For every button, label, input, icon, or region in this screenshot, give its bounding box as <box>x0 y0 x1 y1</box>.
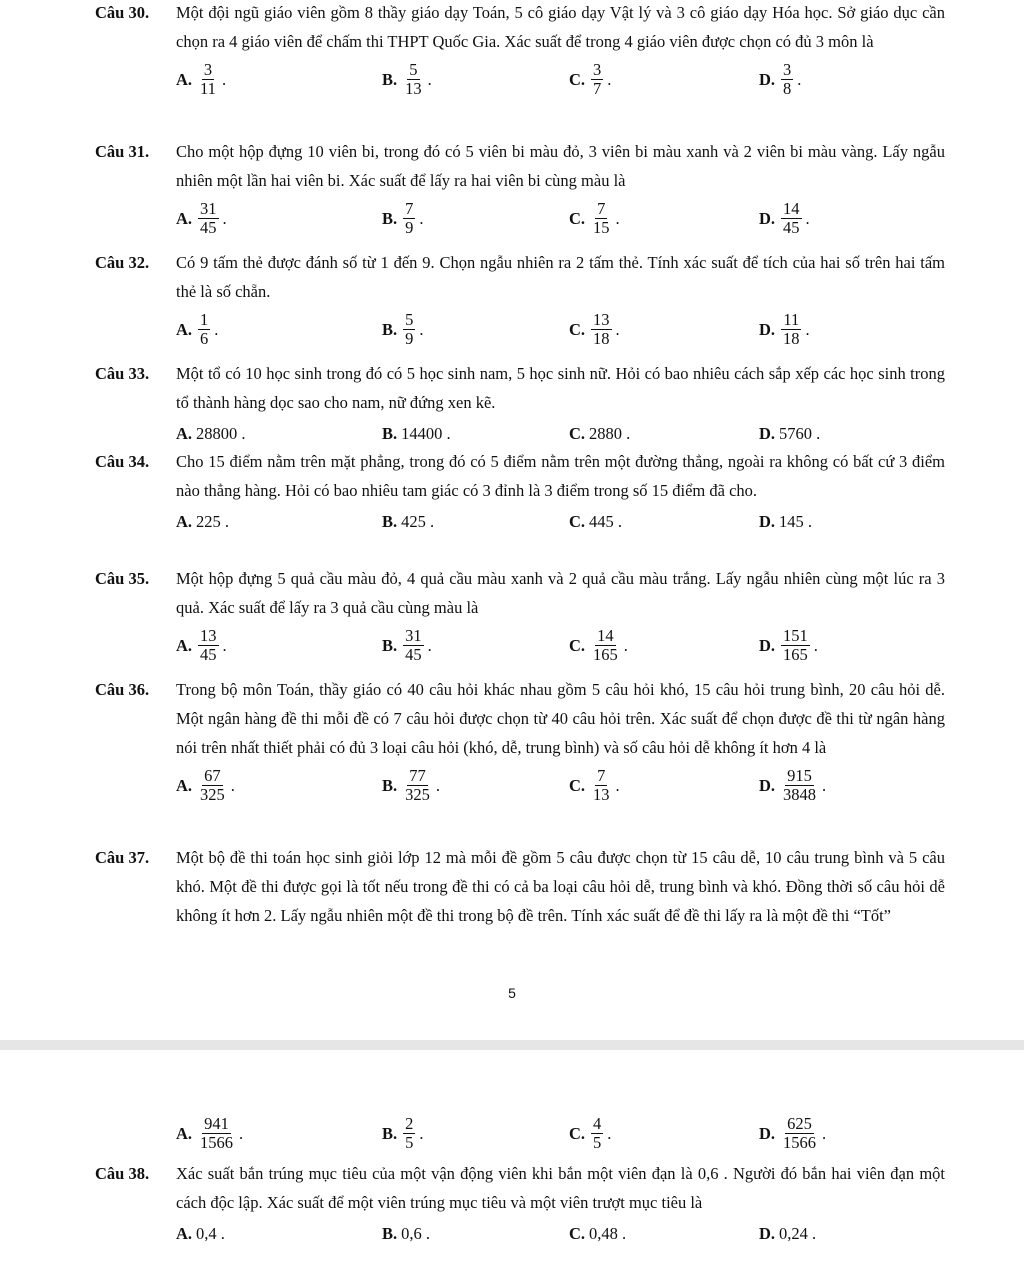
fraction-denominator: 45 <box>405 644 422 664</box>
answer-options <box>176 417 945 449</box>
option-period: . <box>230 775 235 795</box>
fraction-denominator: 8 <box>783 78 792 98</box>
option-a <box>176 1217 225 1249</box>
option-label: D. <box>759 208 776 228</box>
answer-options <box>176 622 945 668</box>
fraction <box>403 627 424 664</box>
option-value: 0,24 . <box>779 1223 817 1243</box>
fraction-denominator: 9 <box>405 328 414 348</box>
option-label: C. <box>569 69 586 89</box>
fraction <box>198 627 219 664</box>
option-label: B. <box>382 208 398 228</box>
fraction-numerator: 11 <box>783 309 800 329</box>
fraction-numerator: 7 <box>597 765 606 785</box>
option-d <box>759 195 810 241</box>
option-period: . <box>615 319 620 339</box>
fraction-denominator: 325 <box>405 784 430 804</box>
fraction-numerator: 151 <box>783 625 808 645</box>
option-label: B. <box>382 1223 398 1243</box>
fraction-numerator: 31 <box>200 198 217 218</box>
option-label: B. <box>382 775 398 795</box>
page-number: 5 <box>508 985 516 1001</box>
fraction-numerator: 5 <box>409 59 418 79</box>
option-value: 14400 . <box>401 423 451 443</box>
answer-options <box>176 56 945 102</box>
option-label: A. <box>176 208 193 228</box>
fraction-denominator: 1566 <box>200 1132 234 1152</box>
option-label: D. <box>759 423 776 443</box>
fraction <box>591 200 612 237</box>
option-label: D. <box>759 775 776 795</box>
option-d <box>759 306 810 352</box>
option-a <box>176 762 235 808</box>
option-period: . <box>435 775 441 795</box>
option-label: A. <box>176 775 193 795</box>
option-c <box>569 762 620 808</box>
fraction-denominator: 13 <box>405 78 422 98</box>
document-page-2 <box>0 1050 1024 1280</box>
option-label: B. <box>382 319 398 339</box>
question-30 <box>95 0 945 102</box>
option-label: C. <box>569 511 586 531</box>
fraction-numerator: 915 <box>787 765 812 785</box>
option-b <box>382 762 440 808</box>
option-label: D. <box>759 1123 776 1143</box>
question-number: Câu 31. <box>95 142 150 161</box>
option-label: D. <box>759 319 776 339</box>
fraction-denominator: 45 <box>200 644 217 664</box>
question-37-options <box>95 1110 945 1156</box>
fraction <box>198 61 218 98</box>
fraction <box>781 61 793 98</box>
option-value: 28800 . <box>196 423 246 443</box>
option-label: A. <box>176 319 193 339</box>
question-stem: Một tổ có 10 học sinh trong đó có 5 học sinh nam, 5 học sinh nữ. Hỏi có bao nhiêu cách sắp xếp các học sinh trong tổ thành hàng dọc sao cho nam, nữ đứng xen kẽ. <box>176 364 945 412</box>
option-c <box>569 195 620 241</box>
option-label: D. <box>759 635 776 655</box>
option-a <box>176 195 227 241</box>
option-a <box>176 1110 243 1156</box>
option-c <box>569 306 620 352</box>
fraction-denominator: 18 <box>593 328 610 348</box>
option-period: . <box>607 1123 612 1143</box>
option-d <box>759 622 818 668</box>
question-36 <box>95 675 945 808</box>
option-b <box>382 622 432 668</box>
fraction <box>403 1115 415 1152</box>
fraction-denominator: 325 <box>200 784 225 804</box>
question-stem: Một hộp đựng 5 quả cầu màu đỏ, 4 quả cầu màu xanh và 2 quả cầu màu trắng. Lấy ngẫu nhiên cùng một lúc ra 3 quả. Xác suất để lấy ra 3 quả cầu cùng màu là <box>176 569 945 617</box>
answer-options <box>176 1217 945 1249</box>
option-label: C. <box>569 1223 586 1243</box>
option-period: . <box>797 69 802 89</box>
page-separator <box>0 1040 1024 1050</box>
fraction-numerator: 13 <box>200 625 217 645</box>
option-d <box>759 1217 816 1249</box>
option-a <box>176 622 227 668</box>
option-period: . <box>419 208 424 228</box>
fraction <box>591 767 612 804</box>
option-label: D. <box>759 1223 776 1243</box>
option-c <box>569 1217 626 1249</box>
option-value: 2880 . <box>589 423 631 443</box>
option-label: B. <box>382 423 398 443</box>
option-d <box>759 56 801 102</box>
fraction-denominator: 9 <box>405 217 414 237</box>
fraction-numerator: 3 <box>203 59 213 79</box>
question-number: Câu 37. <box>95 848 150 867</box>
option-label: B. <box>382 1123 398 1143</box>
fraction-numerator: 3 <box>593 59 602 79</box>
question-stem: Cho 15 điểm nằm trên mặt phẳng, trong đó có 5 điểm nằm trên một đường thẳng, ngoài ra không có bất cứ 3 điểm nào thẳng hàng. Hỏi có bao nhiêu tam giác có 3 đỉnh là 3 điểm trong số 15 điểm đã cho. <box>176 452 945 500</box>
option-label: B. <box>382 635 398 655</box>
question-number: Câu 35. <box>95 569 150 588</box>
fraction-denominator: 165 <box>783 644 808 664</box>
fraction <box>403 200 415 237</box>
fraction-numerator: 2 <box>405 1113 414 1133</box>
question-33 <box>95 359 945 449</box>
fraction <box>198 311 210 348</box>
fraction-numerator: 5 <box>405 309 414 329</box>
option-period: . <box>222 635 227 655</box>
option-value: 0,4 . <box>196 1223 225 1243</box>
fraction-denominator: 3848 <box>783 784 817 804</box>
fraction-denominator: 18 <box>783 328 800 348</box>
option-label: A. <box>176 1123 193 1143</box>
question-38 <box>95 1159 945 1249</box>
fraction <box>781 200 802 237</box>
option-label: D. <box>759 69 776 89</box>
option-value: 0,48 . <box>589 1223 627 1243</box>
option-period: . <box>805 319 810 339</box>
option-label: C. <box>569 208 586 228</box>
option-period: . <box>222 208 227 228</box>
option-b <box>382 56 432 102</box>
fraction <box>781 1115 818 1152</box>
option-value: 145 . <box>779 511 813 531</box>
option-value: 0,6 . <box>401 1223 431 1243</box>
fraction-numerator: 14 <box>597 625 614 645</box>
fraction <box>591 1115 603 1152</box>
option-period: . <box>214 319 219 339</box>
fraction <box>781 767 818 804</box>
option-label: A. <box>176 1223 193 1243</box>
question-stem: Một bộ đề thi toán học sinh giỏi lớp 12 mà mỗi đề gồm 5 câu được chọn từ 15 câu dễ, 10 câu trung bình và 5 câu khó. Một đề thi được gọi là tốt nếu trong đề thi có cả ba loại câu hỏi dễ, trung bình và khó. Đồng thời số câu hỏi dễ không ít hơn 2. Lấy ngẫu nhiên một đề thi trong bộ đề trên. Tính xác suất để đề thi lấy ra là một đề thi “Tốt” <box>176 848 945 925</box>
fraction <box>198 1115 235 1152</box>
question-number: Câu 33. <box>95 364 150 383</box>
question-number: Câu 30. <box>95 3 150 22</box>
fraction-numerator: 77 <box>409 765 426 785</box>
fraction-denominator: 5 <box>593 1132 602 1152</box>
fraction-numerator: 7 <box>597 198 606 218</box>
question-stem: Có 9 tấm thẻ được đánh số từ 1 đến 9. Chọn ngẫu nhiên ra 2 tấm thẻ. Tính xác suất để tích của hai số trên hai tấm thẻ là số chẵn. <box>176 253 945 301</box>
question-number: Câu 38. <box>95 1164 150 1183</box>
answer-options <box>176 1110 945 1156</box>
option-b <box>382 195 424 241</box>
option-label: C. <box>569 423 586 443</box>
fraction-numerator: 4 <box>593 1113 602 1133</box>
option-label: B. <box>382 69 398 89</box>
option-period: . <box>419 319 424 339</box>
fraction <box>591 627 620 664</box>
question-stem: Xác suất bắn trúng mục tiêu của một vận động viên khi bắn một viên đạn là 0,6 . Người đó bắn hai viên đạn một cách độc lập. Xác suất để một viên trúng mục tiêu và một viên trượt mục tiêu là <box>176 1164 945 1212</box>
option-d <box>759 505 812 537</box>
option-a <box>176 505 229 537</box>
fraction-denominator: 11 <box>200 78 216 98</box>
option-period: . <box>615 775 620 795</box>
option-value: 225 . <box>196 511 230 531</box>
fraction-numerator: 1 <box>200 309 209 329</box>
option-label: A. <box>176 635 193 655</box>
option-label: C. <box>569 635 586 655</box>
fraction-denominator: 165 <box>593 644 618 664</box>
option-period: . <box>615 208 620 228</box>
fraction-denominator: 5 <box>405 1132 414 1152</box>
option-period: . <box>419 1123 424 1143</box>
fraction-numerator: 14 <box>783 198 800 218</box>
option-label: D. <box>759 511 776 531</box>
fraction-denominator: 45 <box>783 217 800 237</box>
question-number: Câu 36. <box>95 680 150 699</box>
fraction <box>403 767 432 804</box>
fraction <box>403 311 415 348</box>
fraction-denominator: 15 <box>593 217 610 237</box>
question-34 <box>95 447 945 537</box>
fraction-numerator: 13 <box>593 309 610 329</box>
fraction <box>781 311 802 348</box>
fraction-numerator: 31 <box>405 625 422 645</box>
option-c <box>569 1110 611 1156</box>
option-label: A. <box>176 423 193 443</box>
option-d <box>759 1110 826 1156</box>
answer-options <box>176 195 945 241</box>
fraction-numerator: 7 <box>405 198 414 218</box>
option-period: . <box>822 1123 827 1143</box>
option-c <box>569 417 630 449</box>
option-b <box>382 1110 424 1156</box>
option-label: A. <box>176 511 193 531</box>
option-value: 5760 . <box>779 423 821 443</box>
option-c <box>569 505 622 537</box>
fraction-numerator: 3 <box>783 59 792 79</box>
fraction-denominator: 7 <box>593 78 602 98</box>
option-b <box>382 306 424 352</box>
option-b <box>382 417 451 449</box>
option-period: . <box>813 635 818 655</box>
question-stem: Trong bộ môn Toán, thầy giáo có 40 câu hỏi khác nhau gồm 5 câu hỏi khó, 15 câu hỏi trung bình, 20 câu hỏi dễ. Một ngân hàng đề thi mỗi đề có 7 câu hỏi được chọn từ 40 câu hỏi trên. Xác suất để chọn được đề thi từ ngân hàng nói trên nhất thiết phải có đủ 3 loại câu hỏi (khó, dễ, trung bình) và số câu hỏi dễ không ít hơn 4 là <box>176 680 945 757</box>
option-period: . <box>427 69 432 89</box>
question-stem: Một đội ngũ giáo viên gồm 8 thầy giáo dạy Toán, 5 cô giáo dạy Vật lý và 3 cô giáo dạy Hóa học. Sở giáo dục cần chọn ra 4 giáo viên để chấm thi THPT Quốc Gia. Xác suất để trong 4 giáo viên được chọn có đủ 3 môn là <box>176 3 945 51</box>
option-c <box>569 56 611 102</box>
fraction-denominator: 45 <box>200 217 217 237</box>
fraction <box>781 627 810 664</box>
question-stem: Cho một hộp đựng 10 viên bi, trong đó có 5 viên bi màu đỏ, 3 viên bi màu xanh và 2 viên bi màu vàng. Lấy ngẫu nhiên một lần hai viên bi. Xác suất để lấy ra hai viên bi cùng màu là <box>176 142 945 190</box>
fraction <box>591 61 603 98</box>
option-d <box>759 762 826 808</box>
option-a <box>176 56 226 102</box>
fraction-numerator: 67 <box>204 765 221 785</box>
fraction-numerator: 625 <box>787 1113 812 1133</box>
fraction-denominator: 6 <box>200 328 209 348</box>
option-period: . <box>221 69 227 89</box>
option-label: C. <box>569 319 586 339</box>
option-period: . <box>239 1123 244 1143</box>
question-32 <box>95 248 945 352</box>
option-period: . <box>623 635 628 655</box>
question-37 <box>95 843 945 930</box>
option-label: C. <box>569 775 586 795</box>
option-period: . <box>822 775 827 795</box>
option-b <box>382 505 434 537</box>
option-period: . <box>427 635 432 655</box>
option-value: 445 . <box>589 511 623 531</box>
fraction-denominator: 1566 <box>783 1132 817 1152</box>
option-a <box>176 417 246 449</box>
answer-options <box>176 306 945 352</box>
fraction <box>198 200 219 237</box>
option-period: . <box>607 69 612 89</box>
option-value: 425 . <box>401 511 435 531</box>
question-number: Câu 34. <box>95 452 150 471</box>
answer-options <box>176 762 945 808</box>
option-label: C. <box>569 1123 586 1143</box>
question-number: Câu 32. <box>95 253 150 272</box>
fraction <box>591 311 612 348</box>
option-period: . <box>805 208 810 228</box>
question-31 <box>95 137 945 241</box>
fraction <box>403 61 424 98</box>
fraction-denominator: 13 <box>593 784 610 804</box>
option-b <box>382 1217 430 1249</box>
answer-options <box>176 505 945 537</box>
fraction-numerator: 941 <box>204 1113 229 1133</box>
option-a <box>176 306 218 352</box>
option-d <box>759 417 820 449</box>
option-c <box>569 622 628 668</box>
option-label: B. <box>382 511 398 531</box>
option-label: A. <box>176 69 193 89</box>
question-35 <box>95 564 945 668</box>
fraction <box>198 767 227 804</box>
